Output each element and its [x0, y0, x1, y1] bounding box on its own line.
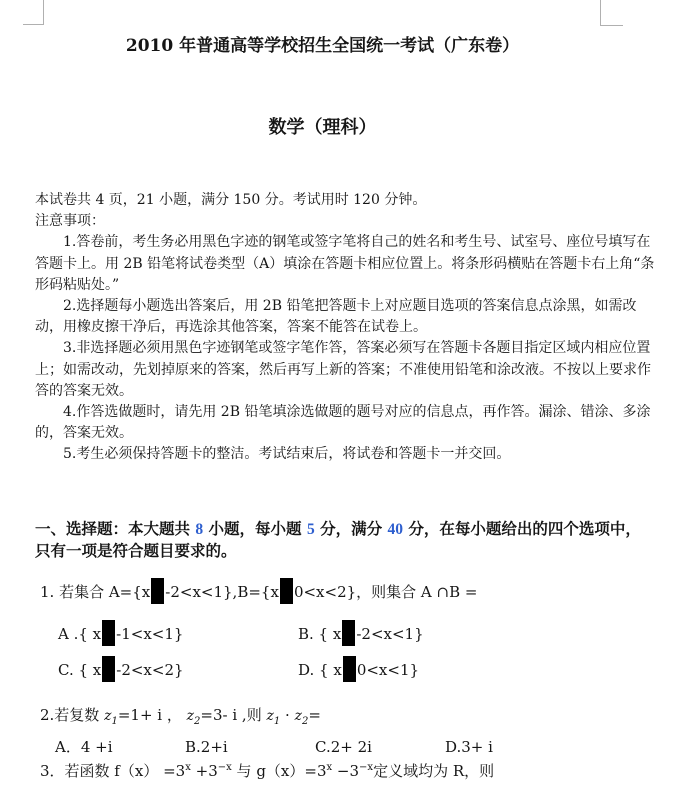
- option-c: C.2+ 2i: [315, 738, 372, 756]
- question-1-text: 0<x<2}，则集合 A ∩B =: [293, 583, 478, 601]
- var-z-letter: z: [186, 708, 195, 724]
- missing-glyph-box-icon: [102, 656, 115, 682]
- question-3-text: 定义域均为 R，则: [373, 762, 495, 780]
- question-3-text: −3: [332, 762, 360, 780]
- option-a-text: -1<x<1}: [116, 625, 184, 643]
- corner-mark-top-left-icon: [43, 0, 44, 24]
- missing-glyph-box-icon: [280, 578, 293, 604]
- option-b-text: B. { x: [298, 625, 342, 643]
- option-b: [298, 620, 538, 646]
- page-title: 2010 年普通高等学校招生全国统一考试（广东卷）: [125, 36, 520, 56]
- var-z-subscript: 1: [111, 715, 118, 727]
- question-2-text: ·: [280, 706, 295, 724]
- exponent: x: [326, 762, 333, 773]
- corner-mark-top-right-icon: [600, 25, 623, 26]
- option-d: [298, 656, 538, 682]
- question-2-text: =: [308, 706, 321, 724]
- missing-glyph-box-icon: [151, 578, 164, 604]
- exponent: −x: [217, 762, 232, 773]
- page-subtitle: 数学（理科）: [268, 117, 377, 138]
- var-z-subscript: 2: [194, 715, 201, 727]
- missing-glyph-box-icon: [343, 656, 356, 682]
- option-b: B.2+i: [185, 738, 228, 756]
- missing-glyph-box-icon: [102, 620, 115, 646]
- missing-glyph-box-icon: [342, 620, 355, 646]
- question-3: [40, 760, 494, 781]
- notice-item-3: 3.非选择题必须用黑色字迹钢笔或签字笔作答，答案必须写在答题卡各题目指定区域内相应位置上；如需改动，先划掉原来的答案，然后再写上新的答案；不准使用铅笔和涂改液。不按以上要求作答的答案无效。: [35, 340, 651, 399]
- option-c: [58, 656, 298, 682]
- question-3-text: 3．若函数 f（x） =3: [40, 762, 186, 780]
- question-2-options-row: [55, 736, 575, 757]
- var-z-letter: z: [104, 708, 112, 724]
- option-c-text: -2<x<2}: [116, 661, 184, 679]
- heading-text: 一、选择题：本大题共: [35, 520, 196, 538]
- var-z-subscript: 1: [273, 715, 281, 727]
- heading-number: 5: [306, 521, 315, 538]
- question-3-text: +3: [190, 762, 218, 780]
- var-z2: [294, 708, 309, 727]
- heading-number: 8: [195, 521, 204, 538]
- question-1: [40, 578, 477, 604]
- exponent: x: [185, 762, 191, 773]
- corner-mark-top-right-icon: [600, 0, 601, 25]
- var-z2: [186, 708, 201, 727]
- option-d-text: 0<x<1}: [356, 661, 420, 679]
- var-z1: [266, 708, 281, 727]
- exam-summary-line: 本试卷共 4 页，21 小题，满分 150 分。考试用时 120 分钟。: [35, 192, 427, 208]
- question-2-text: 2.若复数: [40, 706, 105, 724]
- var-z-letter: z: [294, 708, 302, 724]
- notice-item-1: 1.答卷前，考生务必用黑色字迹的钢笔或签字笔将自己的姓名和考生号、试室号、座位号填写在答题卡上。用 2B 铅笔将试卷类型（A）填涂在答题卡相应位置上。将条形码横贴在答题卡右上角“条形码粘贴处。”: [35, 234, 655, 293]
- option-d-text: D. { x: [298, 661, 342, 679]
- question-3-text: 与 g（x）=3: [231, 762, 327, 780]
- notice-item-2: 2.选择题每小题选出答案后，用 2B 铅笔把答题卡上对应题目选项的答案信息点涂黑，如需改动，用橡皮擦干净后，再选涂其他答案，答案不能答在试卷上。: [35, 298, 637, 336]
- option-c-text: C. { x: [58, 661, 102, 679]
- heading-number: 40: [387, 521, 403, 538]
- var-z1: [104, 708, 118, 727]
- question-2: [40, 704, 321, 727]
- question-1-options-row-2: [58, 656, 538, 682]
- exponent: −x: [359, 762, 374, 773]
- exam-instructions: [35, 190, 657, 466]
- notice-label: 注意事项：: [35, 213, 105, 230]
- option-a-text: A .{ x: [58, 625, 102, 643]
- notice-item-5: 5.考生必须保持答题卡的整洁。考试结束后，将试卷和答题卡一并交回。: [63, 446, 511, 463]
- question-2-text: =3- i ,则: [200, 706, 267, 724]
- option-b-text: -2<x<1}: [356, 625, 424, 643]
- heading-text: 分，在每小题给出的四个选项中，只有一项是符合题目要求的。: [35, 520, 641, 560]
- heading-text: 小题，每小题: [203, 520, 307, 538]
- heading-text: 分，满分: [314, 520, 388, 538]
- option-d: D.3+ i: [445, 738, 493, 756]
- corner-mark-top-left-icon: [23, 24, 44, 25]
- section-1-heading: [35, 519, 647, 562]
- option-a: [58, 620, 298, 646]
- var-z-subscript: 2: [301, 715, 309, 727]
- question-1-text: -2<x<1},B={x: [165, 583, 279, 601]
- question-1-text: 1. 若集合 A={x: [40, 583, 151, 601]
- var-z-letter: z: [266, 708, 274, 724]
- question-2-text: =1+ i ，: [117, 706, 187, 724]
- question-1-options-row-1: [58, 620, 538, 646]
- notice-item-4: 4.作答选做题时，请先用 2B 铅笔填涂选做题的题号对应的信息点，再作答。漏涂、错涂、多涂的，答案无效。: [35, 404, 651, 442]
- option-a: A．4 +i: [55, 738, 113, 756]
